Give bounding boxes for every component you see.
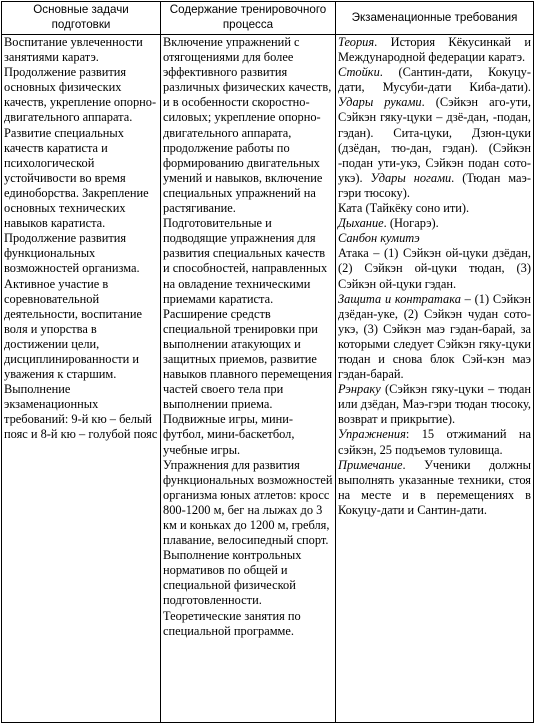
content-para-3: Упражнения для развития функциональных возможностей организма юных атлетов: кросс 800-1200 м, бег на лыжах до 3 км и коньках до 1200 м, гребля, плавание, велосипедный спорт.	[163, 457, 333, 548]
table-header-row	[2, 2, 534, 35]
header-content: Содержание тренировочного процесса	[161, 2, 336, 35]
exam-renraku-label: Рэнраку	[338, 382, 381, 397]
exam-defense-label: Защита и контратака	[338, 291, 461, 306]
exam-breathing-label: Дыхание	[338, 216, 384, 231]
exam-sanbon-kumite	[338, 231, 531, 246]
exam-stances-text: . (Сантин-дати, Кокуцу-дати, Мусуби-дати Киба-дати).	[338, 65, 531, 95]
exam-defense	[338, 292, 531, 383]
exam-kicks-label: Удары ногами	[370, 170, 452, 185]
exam-breathing-text: . (Ногарэ).	[383, 216, 439, 231]
content-cell	[161, 35, 336, 723]
exam-cell	[336, 35, 534, 723]
exam-renraku-text: (Сэйкэн гяку-цуки – тюдан или дзёдан, Маэ-гэри тюдан тюсоку, возврат и прикрытие).	[338, 382, 531, 427]
content-para-2: Подготовительные и подводящие упражнения для развития специальных качеств и способностей, направленных на овладение техническими приемами каратиста. Расширение средств специальной тренировки при выполнении атакующих и защитных приемов, развитие навыков плавного перемещения частей своего тела при выполнении приема. Подвижные игры, мини-футбол, мини-баскетбол, учебные игры.	[163, 216, 333, 457]
tasks-cell	[2, 35, 161, 723]
exam-exercises-text: : 15 отжиманий на сэйкэн, 25 подъемов туловища.	[338, 427, 531, 457]
exam-note-text: . Ученики должны выполнять указанные техники, стоя на месте и в перемещениях в Кокуцу-дати и Сантин-дати.	[338, 457, 531, 517]
header-tasks: Основные задачи подготовки	[2, 2, 161, 35]
exam-exercises-label: Упражнения	[338, 427, 406, 442]
exam-breathing	[338, 216, 531, 231]
exam-stances-label: Стойки	[338, 65, 380, 80]
exam-sanbon-label: Санбон кумитэ	[338, 231, 420, 246]
tasks-text: Воспитание увлеченности занятиями каратэ. Продолжение развития основных физических качеств, укрепление опорно-двигательного аппарата. Развитие специальных качеств каратиста и психологической устойчивости во время единоборства. Закрепление основных технических навыков каратиста. Продолжение развития функциональных возможностей организма. Активное участие в соревновательной деятельности, воспитание воля и упорства в достижении цели, дисциплинированности и уважения к старшим. Выполнение экзаменационных требований: 9-й кю – белый пояс и 8-й кю – голубой пояс	[4, 35, 158, 442]
exam-note-label: Примечание	[338, 457, 403, 472]
table-row	[2, 35, 534, 723]
content-para-5: Теоретические занятия по специальной программе.	[163, 608, 301, 638]
content-para-1: Включение упражнений с отягощениями для более эффективного развития различных физических качеств, и в особенности скоростно-силовых; укрепление опорно-двигательного аппарата, продолжение работы по формированию двигательных умений и навыков, включение специальных упражнений на растягивание.	[163, 35, 332, 216]
exam-defense-text: – (1) Сэйкэн дзёдан-уке, (2) Сэйкэн чудан сото-укэ, (3) Сэйкэн маэ гэдан-барай, за которыми следует Сэйкэн гяку-цуки тюдан и снова блок Сэй-кэн маэ гэдан-барай.	[338, 291, 532, 382]
content-para-4: Выполнение контрольных нормативов по общей и специальной физической подготовленности.	[163, 548, 302, 608]
exam-attack: Атака – (1) Сэйкэн ой-цуки дзёдан, (2) Сэйкэн ой-цуки тюдан, (3) Сэйкэн ой-цуки гэдан.	[338, 246, 531, 291]
exam-kicks-text: . (Тюдан маэ-гэри тюсоку).	[338, 170, 531, 200]
exam-hand-strikes-label: Удары руками	[338, 95, 422, 110]
exam-kata: Ката (Тайкёку соно ити).	[338, 201, 470, 216]
exam-renraku	[338, 382, 531, 427]
training-requirements-table	[1, 1, 534, 723]
exam-exercises	[338, 427, 531, 457]
exam-stances	[338, 65, 531, 201]
exam-theory	[338, 35, 531, 65]
exam-hand-strikes-text: . (Сэйкэн аго-ути, Сэйкэн гяку-цуки – дзё-дан, -подан, гэдан). Сита-цуки, Дзюн-цуки (дзёдан, тю-дан, гэдан). (Сэйкэн -подан ути-укэ, Сэйкэн подан сото-укэ).	[338, 95, 532, 185]
exam-note	[338, 458, 531, 518]
exam-theory-text: . История Кёкусинкай и Международной федерации каратэ.	[338, 35, 531, 65]
header-exam: Экзаменационные требования	[336, 2, 534, 35]
exam-theory-label: Теория	[338, 35, 375, 49]
